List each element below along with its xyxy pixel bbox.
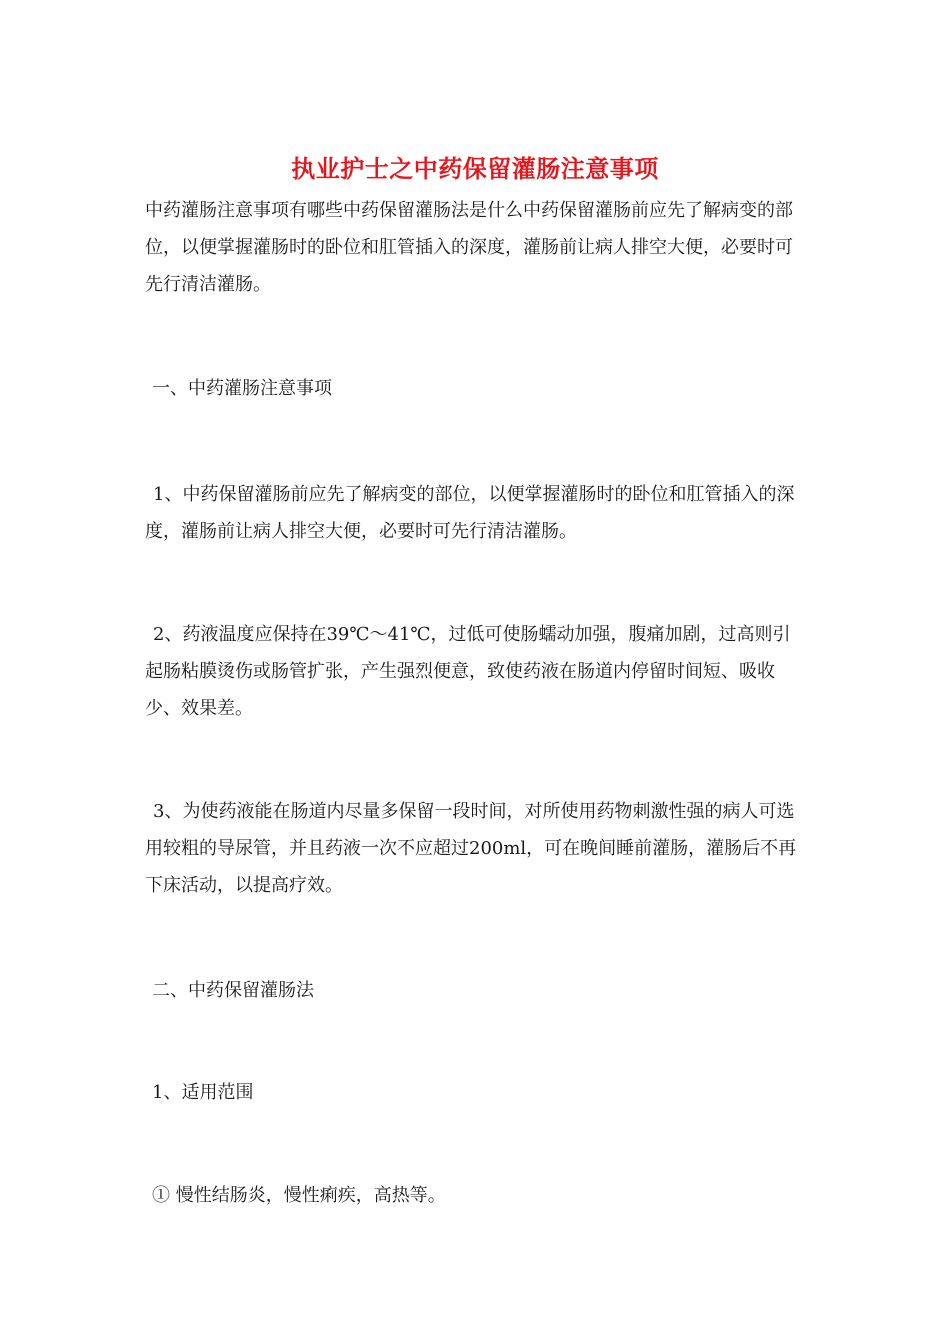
section2-subheading: 1、适用范围 xyxy=(152,1082,254,1103)
section1-heading: 一、中药灌肠注意事项 xyxy=(152,378,332,399)
section1-item-3: 3、为使药液能在肠道内尽量多保留一段时间，对所使用药物刺激性强的病人可选用较粗的导尿管，并且药液一次不应超过200ml，可在晚间睡前灌肠，灌肠后不再下床活动，以提高疗效。 xyxy=(145,801,797,896)
document-title: 执业护士之中药保留灌肠注意事项 xyxy=(291,154,659,183)
section2-heading: 二、中药保留灌肠法 xyxy=(152,980,314,1001)
section2-item-1: ① 慢性结肠炎，慢性痢疾，高热等。 xyxy=(152,1185,446,1206)
section1-item-2: 2、药液温度应保持在39℃～41℃，过低可使肠蠕动加强，腹痛加剧，过高则引起肠粘膜烫伤或肠管扩张，产生强烈便意，致使药液在肠道内停留时间短、吸收少、效果差。 xyxy=(145,624,791,719)
section1-item-1: 1、中药保留灌肠前应先了解病变的部位，以便掌握灌肠时的卧位和肛管插入的深度，灌肠前让病人排空大便，必要时可先行清洁灌肠。 xyxy=(145,484,795,542)
intro-paragraph: 中药灌肠注意事项有哪些中药保留灌肠法是什么中药保留灌肠前应先了解病变的部位，以便掌握灌肠时的卧位和肛管插入的深度，灌肠前让病人排空大便，必要时可先行清洁灌肠。 xyxy=(145,200,793,295)
